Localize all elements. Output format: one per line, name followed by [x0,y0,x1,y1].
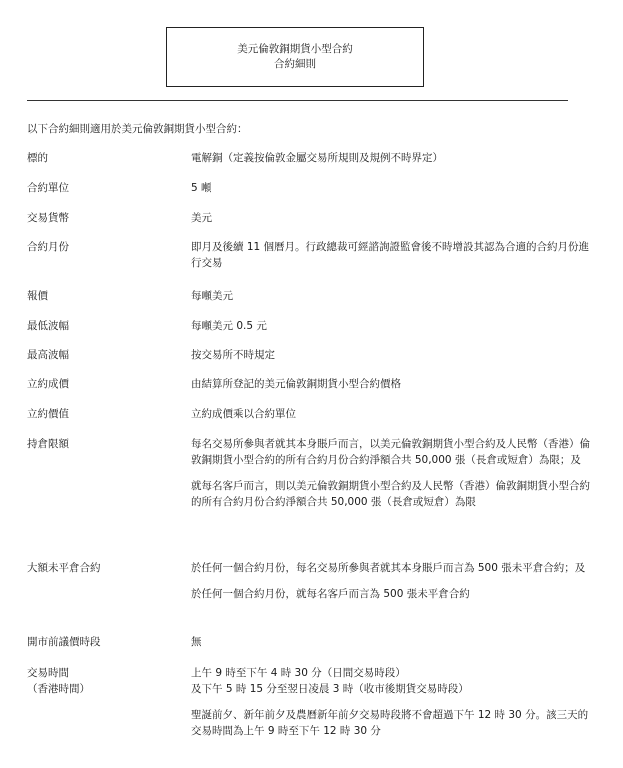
spec-label: 交易時間 （香港時間） [27,667,90,695]
spec-value-text: 於任何一個合約月份，就每名客戶而言為 500 張未平倉合約 [191,588,470,600]
spec-value [191,665,591,749]
spec-value [191,210,591,236]
spec-label: 最高波幅 [27,349,69,361]
spec-label: 合約月份 [27,241,69,253]
spec-label: 交易貨幣 [27,212,69,224]
spec-value [191,239,591,281]
spec-value-text: 無 [191,636,202,648]
spec-value-text: 由結算所登記的美元倫敦銅期貨小型合約價格 [191,378,401,390]
spec-label: 持倉限額 [27,438,69,450]
spec-value [191,318,591,344]
spec-value-text: 電解銅（定義按倫敦金屬交易所規則及規例不時界定） [191,152,443,164]
spec-value-text: 於任何一個合約月份，每名交易所參與者就其本身賬戶而言為 500 張未平倉合約；及 [191,562,586,574]
spec-value-text: 按交易所不時規定 [191,349,275,361]
spec-value [191,560,591,612]
spec-value-text: 就每名客戶而言，則以美元倫敦銅期貨小型合約及人民幣（香港）倫敦銅期貨小型合約的所有合約月份合約淨額合共 50,000 張（長倉或短倉）為限 [191,480,590,508]
spec-value [191,347,591,373]
spec-label: 最低波幅 [27,320,69,332]
spec-label: 大額未平倉合約 [27,562,101,574]
spec-label: 報價 [27,290,48,302]
spec-value-text: 5 噸 [191,182,212,194]
spec-value [191,436,591,520]
spec-label: 標的 [27,152,48,164]
spec-value [191,634,591,660]
document-title: 美元倫敦銅期貨小型合約 [237,43,353,55]
spec-value [191,150,591,176]
spec-label: 立約價值 [27,408,69,420]
title-box [166,27,424,87]
spec-value-text: 上午 9 時至下午 4 時 30 分（日間交易時段） 及下午 5 時 15 分至翌日凌晨 3 時（收市後期貨交易時段） [191,667,469,695]
spec-label: 開市前議價時段 [27,636,101,648]
horizontal-rule [27,100,568,101]
spec-value [191,288,591,314]
spec-value-text: 美元 [191,212,212,224]
spec-value [191,376,591,402]
spec-value [191,406,591,432]
spec-value-text: 每噸美元 0.5 元 [191,320,267,332]
spec-label: 立約成價 [27,378,69,390]
spec-value-text: 每名交易所參與者就其本身賬戶而言，以美元倫敦銅期貨小型合約及人民幣（香港）倫敦銅期貨小型合約的所有合約月份合約淨額合共 50,000 張（長倉或短倉）為限；及 [191,438,590,466]
spec-value-text: 每噸美元 [191,290,233,302]
spec-value [191,180,591,206]
intro-text: 以下合約細則適用於美元倫敦銅期貨小型合約： [27,123,248,135]
spec-value-text: 立約成價乘以合約單位 [191,408,296,420]
spec-value-text: 聖誕前夕、新年前夕及農曆新年前夕交易時段將不會超過下午 12 時 30 分。該三天的交易時間為上午 9 時至下午 12 時 30 分 [191,709,589,737]
document-subtitle: 合約細則 [274,58,316,70]
spec-value-text: 即月及後續 11 個曆月。行政總裁可經諮詢證監會後不時增設其認為合適的合約月份進行交易 [191,241,590,269]
spec-label: 合約單位 [27,182,69,194]
